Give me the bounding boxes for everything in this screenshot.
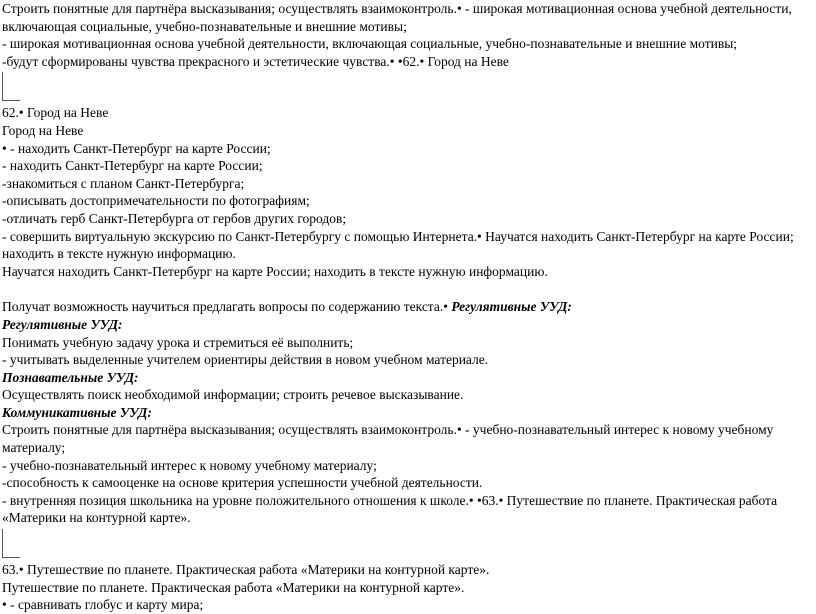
text-line: - широкая мотивационная основа учебной деятельности, включающая социальные, учебно-познавательные и внешние мотивы; bbox=[2, 36, 738, 52]
text-line: -отличать герб Санкт-Петербурга от гербов других городов; bbox=[2, 210, 347, 226]
text-line: -способность к самооценке на основе критерия успешности учебной деятельности. bbox=[2, 475, 483, 491]
text-line: Научатся находить Санкт-Петербург на карте России; находить в тексте нужную информацию. bbox=[2, 263, 548, 279]
text-line: Строить понятные для партнёра высказывания; осуществлять взаимоконтроль.• - учебно-познавательный интерес к новому учебному материалу; bbox=[2, 422, 774, 456]
text-line: - совершить виртуальную экскурсию по Санкт-Петербургу с помощью Интернета.• Научатся находить Санкт-Петербург на карте России; находить в тексте нужную информацию. bbox=[2, 228, 794, 262]
text-line: • - находить Санкт-Петербург на карте России; bbox=[2, 140, 271, 156]
text-line: - находить Санкт-Петербург на карте России; bbox=[2, 158, 263, 174]
lesson-subtitle: Путешествие по планете. Практическая работа «Материки на контурной карте». bbox=[2, 579, 465, 595]
lesson-title: 62.• Город на Неве bbox=[2, 105, 109, 121]
text-line: - учитывать выделенные учителем ориентиры действия в новом учебном материале. bbox=[2, 352, 489, 368]
section-heading-communicative: Коммуникативные УУД: bbox=[2, 404, 152, 420]
text-line: -будут сформированы чувства прекрасного и эстетические чувства.• •62.• Город на Неве bbox=[2, 53, 509, 69]
section-heading-cognitive: Познавательные УУД: bbox=[2, 369, 139, 385]
spacer bbox=[2, 280, 810, 298]
text-line bbox=[2, 298, 810, 316]
text-line: - внутренняя позиция школьника на уровне положительного отношения к школе.• •63.• Путешествие по планете. Практическая работа «Материки на контурной карте». bbox=[2, 492, 778, 526]
text-line: -знакомиться с планом Санкт-Петербурга; bbox=[2, 175, 245, 191]
image-placeholder-box bbox=[2, 529, 20, 558]
text-line: -описывать достопримечательности по фотографиям; bbox=[2, 193, 310, 209]
section-heading-inline: Регулятивные УУД: bbox=[451, 299, 572, 315]
lesson-title: 63.• Путешествие по планете. Практическая работа «Материки на контурной карте». bbox=[2, 562, 490, 578]
text-line: Строить понятные для партнёра высказывания; осуществлять взаимоконтроль.• - широкая мотивационная основа учебной деятельности, включающая социальные, учебно-познавательные и внешние мотивы; bbox=[2, 1, 792, 34]
text-line: Понимать учебную задачу урока и стремиться её выполнить; bbox=[2, 334, 354, 350]
lesson-subtitle: Город на Неве bbox=[2, 122, 84, 138]
text-line: - учебно-познавательный интерес к новому учебному материалу; bbox=[2, 457, 377, 473]
text-line: • - сравнивать глобус и карту мира; bbox=[2, 597, 204, 613]
text-line: Осуществлять поиск необходимой информации; строить речевое высказывание. bbox=[2, 387, 464, 403]
text-fragment: Получат возможность научиться предлагать вопросы по содержанию текста.• bbox=[2, 299, 452, 315]
image-placeholder-box bbox=[2, 72, 20, 101]
section-heading-regulative: Регулятивные УУД: bbox=[2, 316, 123, 332]
